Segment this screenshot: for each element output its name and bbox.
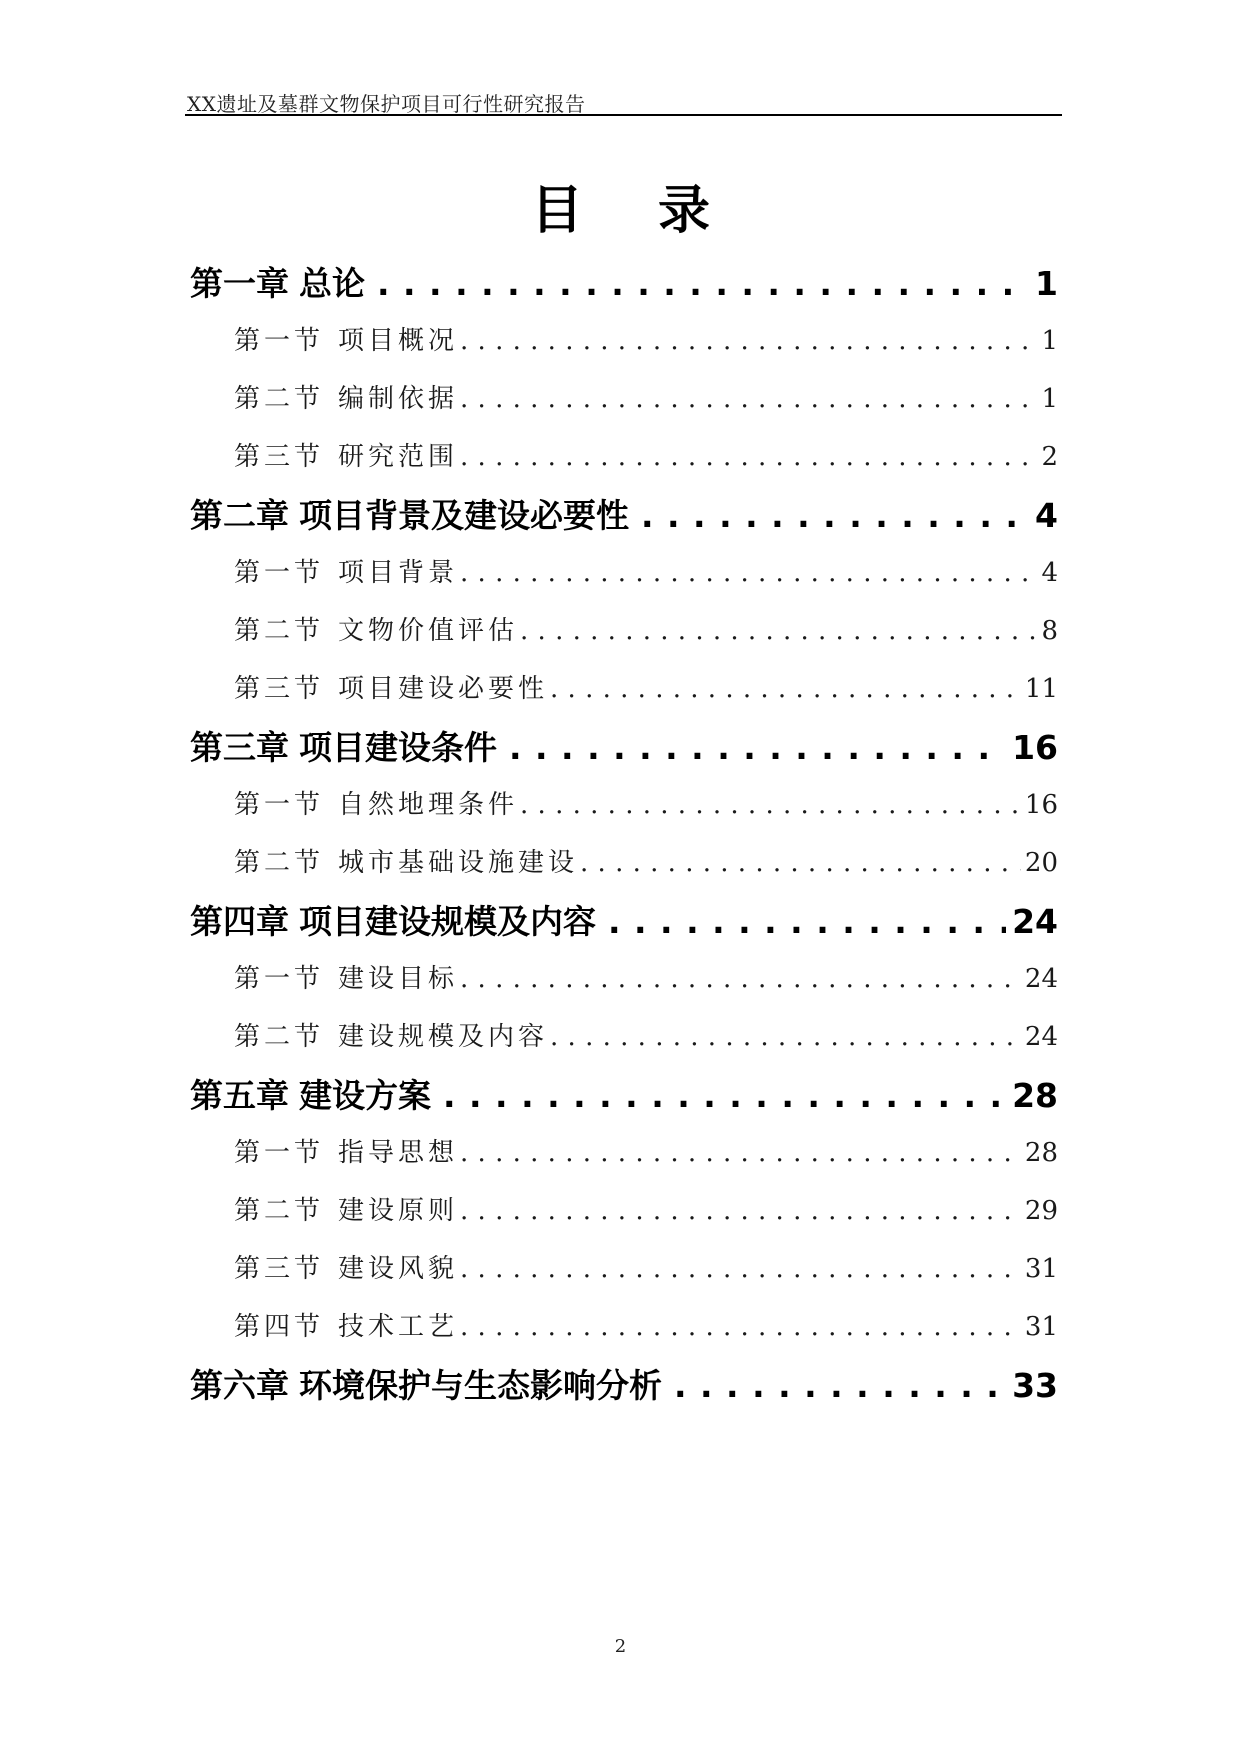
toc-section-entry[interactable]	[234, 1306, 1058, 1343]
dot-leader	[460, 326, 1037, 356]
chapter-number: 第一章	[190, 264, 289, 303]
section-number: 第二节	[234, 848, 325, 878]
dot-leader	[550, 1022, 1021, 1052]
dot-leader	[520, 616, 1037, 646]
section-page-number: 31	[1024, 1254, 1058, 1284]
section-title: 编制依据	[338, 384, 459, 414]
chapter-title: 环境保护与生态影响分析	[299, 1366, 662, 1405]
chapter-page-number: 1	[1035, 264, 1058, 303]
toc-chapter-entry[interactable]	[190, 1360, 1058, 1407]
section-page-number: 24	[1024, 1022, 1058, 1052]
dot-leader	[550, 674, 1021, 704]
chapter-title: 项目建设条件	[299, 728, 497, 767]
toc-section-entry[interactable]	[234, 668, 1058, 705]
chapter-title: 项目背景及建设必要性	[299, 496, 629, 535]
chapter-title: 建设方案	[299, 1076, 431, 1115]
chapter-number: 第二章	[190, 496, 289, 535]
section-number: 第一节	[234, 790, 325, 820]
toc-title: 目录	[530, 181, 785, 241]
dot-leader	[460, 442, 1037, 472]
section-title: 指导思想	[338, 1138, 459, 1168]
section-title: 项目概况	[338, 326, 459, 356]
chapter-title: 总论	[299, 264, 365, 303]
section-page-number: 31	[1024, 1312, 1058, 1342]
page-number: 2	[614, 1636, 627, 1657]
section-number: 第二节	[234, 384, 325, 414]
section-number: 第一节	[234, 326, 325, 356]
dot-leader	[580, 848, 1021, 878]
section-page-number: 2	[1041, 442, 1058, 472]
dot-leader	[460, 964, 1021, 994]
chapter-page-number: 28	[1012, 1076, 1058, 1115]
section-number: 第二节	[234, 616, 325, 646]
section-number: 第二节	[234, 1022, 325, 1052]
dot-leader	[377, 264, 1029, 303]
chapter-page-number: 16	[1012, 728, 1058, 767]
chapter-page-number: 4	[1035, 496, 1058, 535]
toc-section-entry[interactable]	[234, 610, 1058, 647]
section-number: 第二节	[234, 1196, 325, 1226]
dot-leader	[460, 1254, 1021, 1284]
toc-section-entry[interactable]	[234, 378, 1058, 415]
section-title: 建设规模及内容	[338, 1022, 549, 1052]
toc-section-entry[interactable]	[234, 436, 1058, 473]
toc-section-entry[interactable]	[234, 320, 1058, 357]
toc-chapter-entry[interactable]	[190, 258, 1058, 305]
dot-leader	[520, 790, 1021, 820]
section-page-number: 1	[1041, 326, 1058, 356]
section-title: 技术工艺	[338, 1312, 459, 1342]
section-page-number: 24	[1024, 964, 1058, 994]
dot-leader	[608, 902, 1006, 941]
dot-leader	[641, 496, 1029, 535]
section-page-number: 1	[1041, 384, 1058, 414]
dot-leader	[674, 1366, 1006, 1405]
section-title: 项目背景	[338, 558, 459, 588]
section-title: 建设原则	[338, 1196, 459, 1226]
toc-section-entry[interactable]	[234, 1190, 1058, 1227]
dot-leader	[460, 384, 1037, 414]
chapter-page-number: 33	[1012, 1366, 1058, 1405]
section-title: 城市基础设施建设	[338, 848, 579, 878]
section-number: 第一节	[234, 1138, 325, 1168]
toc-section-entry[interactable]	[234, 1248, 1058, 1285]
section-title: 建设目标	[338, 964, 459, 994]
toc-section-entry[interactable]	[234, 1016, 1058, 1053]
chapter-number: 第六章	[190, 1366, 289, 1405]
chapter-number: 第三章	[190, 728, 289, 767]
page-header: XX遗址及墓群文物保护项目可行性研究报告	[187, 92, 586, 116]
section-title: 研究范围	[338, 442, 459, 472]
toc-chapter-entry[interactable]	[190, 1070, 1058, 1117]
dot-leader	[460, 1312, 1021, 1342]
dot-leader	[460, 558, 1037, 588]
section-page-number: 16	[1024, 790, 1058, 820]
section-title: 自然地理条件	[338, 790, 519, 820]
section-page-number: 28	[1024, 1138, 1058, 1168]
section-number: 第三节	[234, 442, 325, 472]
dot-leader	[460, 1196, 1021, 1226]
chapter-title: 项目建设规模及内容	[299, 902, 596, 941]
section-number: 第三节	[234, 1254, 325, 1284]
section-page-number: 8	[1041, 616, 1058, 646]
toc-section-entry[interactable]	[234, 552, 1058, 589]
section-number: 第四节	[234, 1312, 325, 1342]
dot-leader	[509, 728, 1006, 767]
toc-section-entry[interactable]	[234, 842, 1058, 879]
section-page-number: 20	[1024, 848, 1058, 878]
section-page-number: 29	[1024, 1196, 1058, 1226]
toc-section-entry[interactable]	[234, 958, 1058, 995]
section-title: 项目建设必要性	[338, 674, 549, 704]
toc-section-entry[interactable]	[234, 1132, 1058, 1169]
chapter-number: 第四章	[190, 902, 289, 941]
chapter-page-number: 24	[1012, 902, 1058, 941]
section-title: 建设风貌	[338, 1254, 459, 1284]
toc-chapter-entry[interactable]	[190, 722, 1058, 769]
dot-leader	[460, 1138, 1021, 1168]
section-page-number: 11	[1024, 674, 1058, 704]
chapter-number: 第五章	[190, 1076, 289, 1115]
toc-section-entry[interactable]	[234, 784, 1058, 821]
section-page-number: 4	[1041, 558, 1058, 588]
section-title: 文物价值评估	[338, 616, 519, 646]
toc-chapter-entry[interactable]	[190, 490, 1058, 537]
toc-chapter-entry[interactable]	[190, 896, 1058, 943]
section-number: 第三节	[234, 674, 325, 704]
section-number: 第一节	[234, 558, 325, 588]
section-number: 第一节	[234, 964, 325, 994]
dot-leader	[443, 1076, 1006, 1115]
